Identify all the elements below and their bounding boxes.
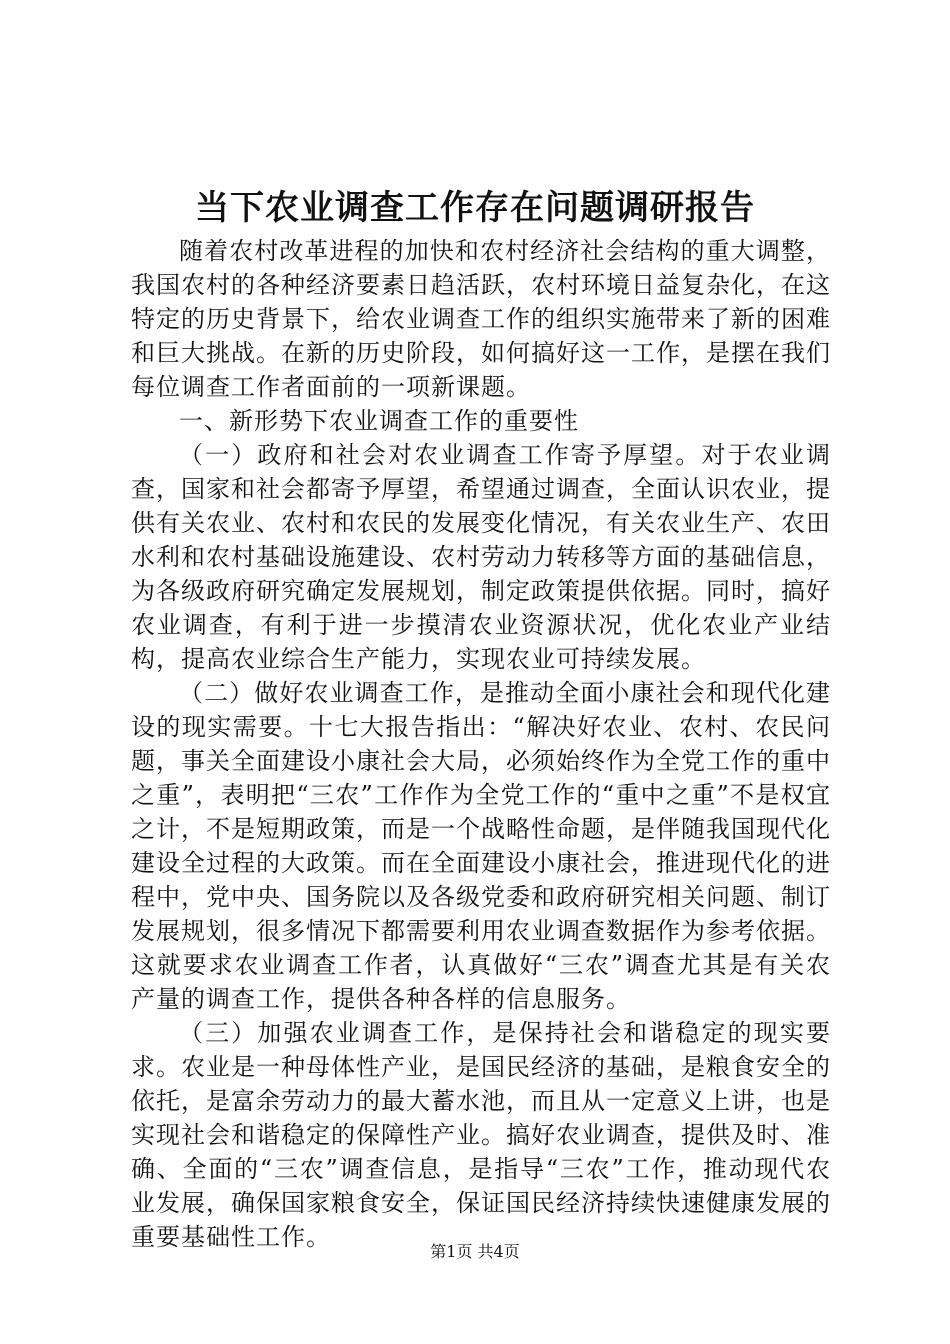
paragraph-intro: 随着农村改革进程的加快和农村经济社会结构的重大调整，我国农村的各种经济要素日趋活跃，农村环境日益复杂化，在这特定的历史背景下，给农业调查工作的组织实施带来了新的困难和巨大挑战。在新的历史阶段，如何搞好这一工作，是摆在我们每位调查工作者面前的一项新课题。 <box>131 237 831 401</box>
paragraph-point-1: （一）政府和社会对农业调查工作寄予厚望。对于农业调查，国家和社会都寄予厚望，希望通过调查，全面认识农业，提供有关农业、农村和农民的发展变化情况，有关农业生产、农田水利和农村基础设施建设、农村劳动力转移等方面的基础信息，为各级政府研究确定发展规划，制定政策提供依据。同时，搞好农业调查，有利于进一步摸清农业资源状况，优化农业产业结构，提高农业综合生产能力，实现农业可持续发展。 <box>131 441 831 673</box>
section-heading-1: 一、新形势下农业调查工作的重要性 <box>179 407 579 435</box>
page-footer: 第1页 共4页 <box>430 1242 520 1261</box>
paragraph-point-2: （二）做好农业调查工作，是推动全面小康社会和现代化建设的现实需要。十七大报告指出：“解决好农业、农村、农民问题，事关全面建设小康社会大局，必须始终作为全党工作的重中之重”，表明把“三农”工作作为全党工作的“重中之重”不是权宜之计，不是短期政策，而是一个战略性命题，是伴随我国现代化建设全过程的大政策。而在全面建设小康社会，推进现代化的进程中，党中央、国务院以及各级党委和政府研究相关问题、制订发展规划，很多情况下都需要利用农业调查数据作为参考依据。这就要求农业调查工作者，认真做好“三农”调查尤其是有关农产量的调查工作，提供各种各样的信息服务。 <box>131 679 831 1013</box>
paragraph-point-3: （三）加强农业调查工作，是保持社会和谐稳定的现实要求。农业是一种母体性产业，是国民经济的基础，是粮食安全的依托，是富余劳动力的最大蓄水池，而且从一定意义上讲，也是实现社会和谐稳定的保障性产业。搞好农业调查，提供及时、准确、全面的“三农”调查信息，是指导“三农”工作，推动现代农业发展，确保国家粮食安全，保证国民经济持续快速健康发展的重要基础性工作。 <box>131 1019 831 1251</box>
document-title: 当下农业调查工作存在问题调研报告 <box>195 188 755 228</box>
document-body <box>131 234 831 1254</box>
